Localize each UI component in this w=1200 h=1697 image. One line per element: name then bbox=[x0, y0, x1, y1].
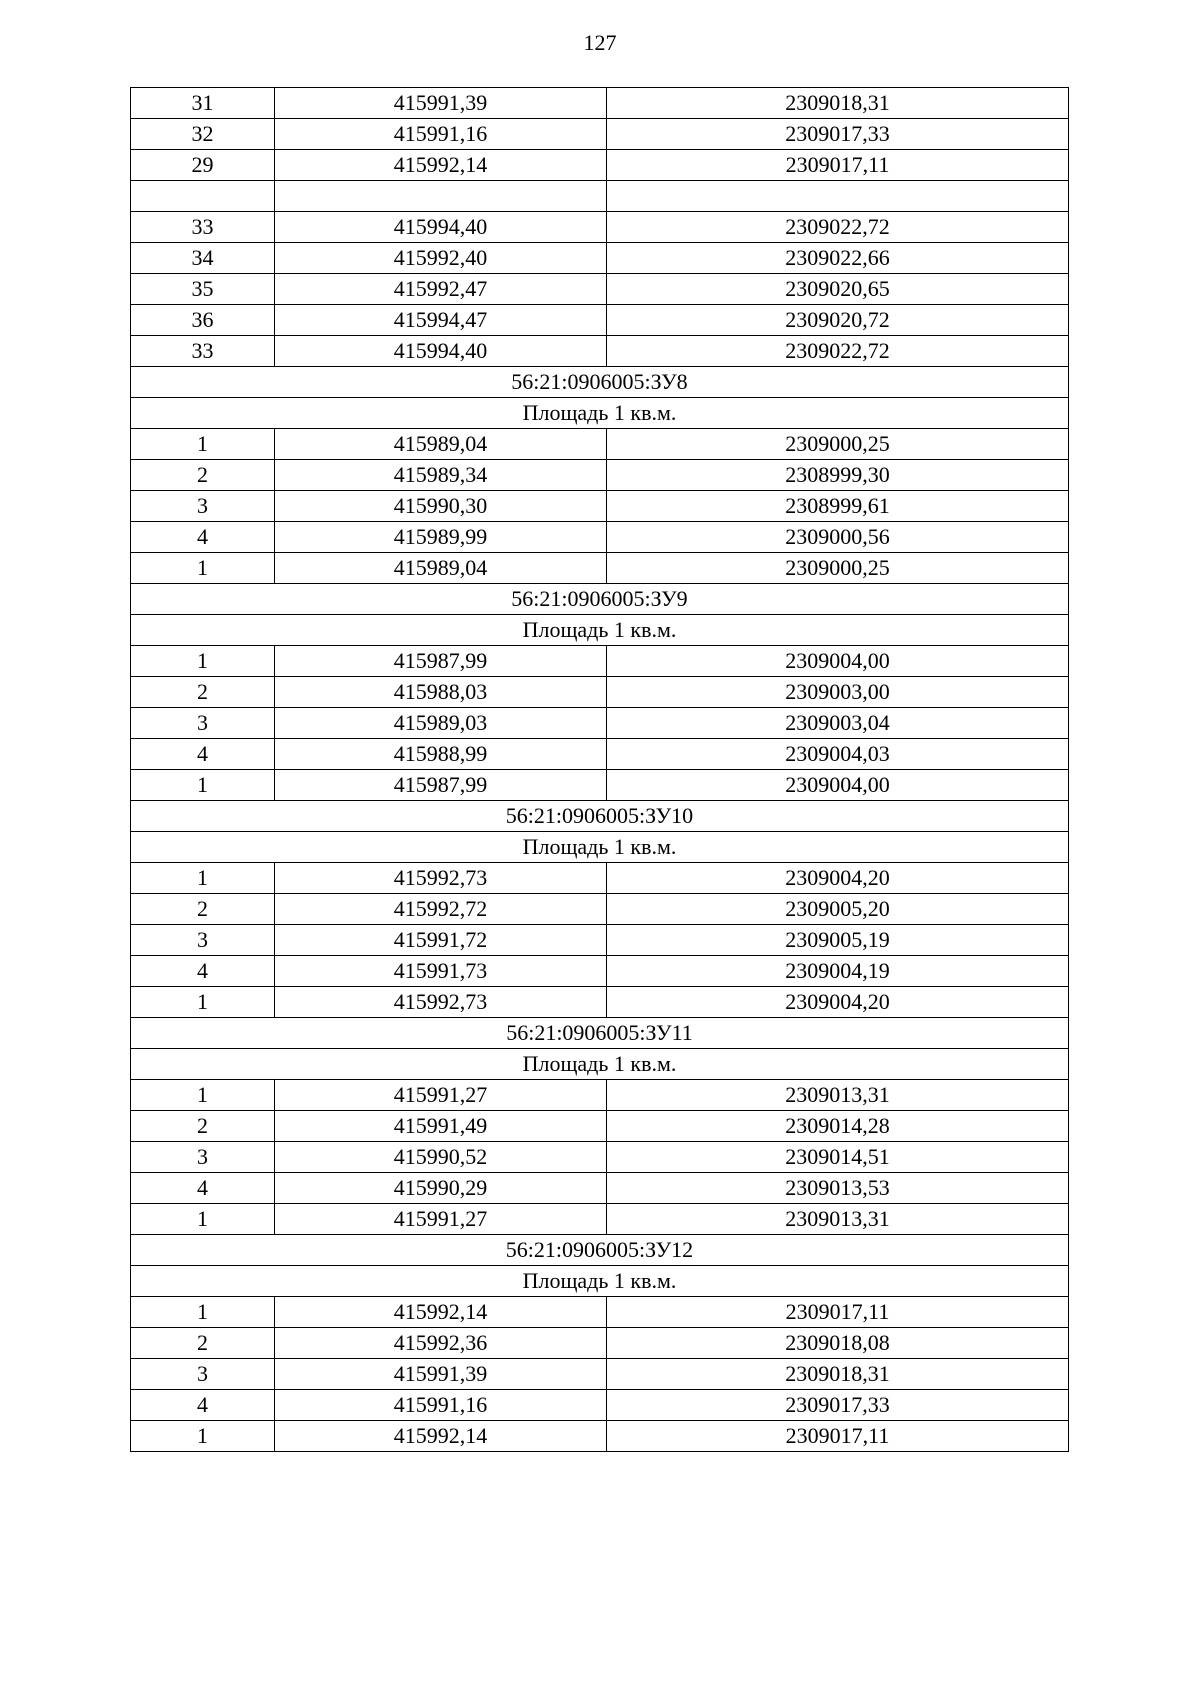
y-coordinate-cell: 2309013,31 bbox=[607, 1204, 1069, 1235]
y-coordinate-cell: 2309020,72 bbox=[607, 305, 1069, 336]
table-row bbox=[131, 1142, 1069, 1173]
point-number-cell: 2 bbox=[131, 894, 275, 925]
x-coordinate-cell: 415991,39 bbox=[275, 1359, 607, 1390]
x-coordinate-cell: 415989,34 bbox=[275, 460, 607, 491]
point-number-cell: 2 bbox=[131, 460, 275, 491]
point-number-cell: 2 bbox=[131, 1111, 275, 1142]
table-row bbox=[131, 460, 1069, 491]
x-coordinate-cell: 415988,03 bbox=[275, 677, 607, 708]
y-coordinate-cell: 2309018,31 bbox=[607, 88, 1069, 119]
table-row bbox=[131, 88, 1069, 119]
x-coordinate-cell: 415989,04 bbox=[275, 553, 607, 584]
point-number-cell: 1 bbox=[131, 1080, 275, 1111]
y-coordinate-cell: 2309004,19 bbox=[607, 956, 1069, 987]
y-coordinate-cell: 2309013,53 bbox=[607, 1173, 1069, 1204]
table-row bbox=[131, 646, 1069, 677]
x-coordinate-cell: 415992,47 bbox=[275, 274, 607, 305]
table-row bbox=[131, 708, 1069, 739]
y-coordinate-cell: 2309022,72 bbox=[607, 212, 1069, 243]
point-number-cell: 3 bbox=[131, 1142, 275, 1173]
table-row bbox=[131, 1421, 1069, 1452]
section-header-row bbox=[131, 801, 1069, 832]
table-row bbox=[131, 1390, 1069, 1421]
point-number-cell: 4 bbox=[131, 739, 275, 770]
point-number-cell: 29 bbox=[131, 150, 275, 181]
section-header-cell: Площадь 1 кв.м. bbox=[131, 1049, 1069, 1080]
table-row bbox=[131, 925, 1069, 956]
table-row bbox=[131, 1080, 1069, 1111]
table-row bbox=[131, 894, 1069, 925]
table-row bbox=[131, 491, 1069, 522]
page-number: 127 bbox=[583, 30, 617, 55]
y-coordinate-cell: 2309017,11 bbox=[607, 1421, 1069, 1452]
x-coordinate-cell: 415992,14 bbox=[275, 1297, 607, 1328]
x-coordinate-cell: 415989,04 bbox=[275, 429, 607, 460]
point-number-cell: 1 bbox=[131, 987, 275, 1018]
coordinates-table bbox=[130, 87, 1069, 1452]
table-row bbox=[131, 1204, 1069, 1235]
x-coordinate-cell bbox=[275, 181, 607, 212]
point-number-cell: 1 bbox=[131, 1421, 275, 1452]
x-coordinate-cell: 415991,27 bbox=[275, 1204, 607, 1235]
y-coordinate-cell: 2309017,33 bbox=[607, 119, 1069, 150]
x-coordinate-cell: 415990,52 bbox=[275, 1142, 607, 1173]
point-number-cell: 1 bbox=[131, 553, 275, 584]
y-coordinate-cell: 2309004,00 bbox=[607, 770, 1069, 801]
point-number-cell: 1 bbox=[131, 1204, 275, 1235]
point-number-cell: 1 bbox=[131, 863, 275, 894]
point-number-cell: 1 bbox=[131, 770, 275, 801]
x-coordinate-cell: 415994,40 bbox=[275, 336, 607, 367]
point-number-cell: 32 bbox=[131, 119, 275, 150]
table-row bbox=[131, 1328, 1069, 1359]
point-number-cell: 3 bbox=[131, 925, 275, 956]
section-header-row bbox=[131, 832, 1069, 863]
coordinates-table-body bbox=[131, 88, 1069, 1452]
x-coordinate-cell: 415987,99 bbox=[275, 646, 607, 677]
point-number-cell: 33 bbox=[131, 212, 275, 243]
y-coordinate-cell: 2309000,25 bbox=[607, 429, 1069, 460]
y-coordinate-cell: 2308999,30 bbox=[607, 460, 1069, 491]
y-coordinate-cell bbox=[607, 181, 1069, 212]
y-coordinate-cell: 2309022,72 bbox=[607, 336, 1069, 367]
point-number-cell bbox=[131, 181, 275, 212]
x-coordinate-cell: 415992,73 bbox=[275, 863, 607, 894]
point-number-cell: 33 bbox=[131, 336, 275, 367]
x-coordinate-cell: 415992,72 bbox=[275, 894, 607, 925]
y-coordinate-cell: 2309005,20 bbox=[607, 894, 1069, 925]
table-row bbox=[131, 336, 1069, 367]
point-number-cell: 4 bbox=[131, 956, 275, 987]
table-row bbox=[131, 1297, 1069, 1328]
section-header-cell: Площадь 1 кв.м. bbox=[131, 615, 1069, 646]
x-coordinate-cell: 415994,47 bbox=[275, 305, 607, 336]
point-number-cell: 3 bbox=[131, 491, 275, 522]
x-coordinate-cell: 415987,99 bbox=[275, 770, 607, 801]
y-coordinate-cell: 2309003,00 bbox=[607, 677, 1069, 708]
table-row bbox=[131, 150, 1069, 181]
x-coordinate-cell: 415988,99 bbox=[275, 739, 607, 770]
y-coordinate-cell: 2309000,25 bbox=[607, 553, 1069, 584]
table-row bbox=[131, 274, 1069, 305]
point-number-cell: 3 bbox=[131, 1359, 275, 1390]
section-header-row bbox=[131, 1018, 1069, 1049]
x-coordinate-cell: 415992,14 bbox=[275, 1421, 607, 1452]
x-coordinate-cell: 415994,40 bbox=[275, 212, 607, 243]
table-row bbox=[131, 553, 1069, 584]
y-coordinate-cell: 2309004,03 bbox=[607, 739, 1069, 770]
x-coordinate-cell: 415990,30 bbox=[275, 491, 607, 522]
section-header-cell: Площадь 1 кв.м. bbox=[131, 1266, 1069, 1297]
table-row bbox=[131, 770, 1069, 801]
table-row bbox=[131, 956, 1069, 987]
point-number-cell: 4 bbox=[131, 522, 275, 553]
y-coordinate-cell: 2309013,31 bbox=[607, 1080, 1069, 1111]
table-row bbox=[131, 119, 1069, 150]
y-coordinate-cell: 2309018,08 bbox=[607, 1328, 1069, 1359]
table-row bbox=[131, 522, 1069, 553]
y-coordinate-cell: 2309004,20 bbox=[607, 863, 1069, 894]
section-header-row bbox=[131, 367, 1069, 398]
table-row bbox=[131, 429, 1069, 460]
y-coordinate-cell: 2309017,11 bbox=[607, 150, 1069, 181]
x-coordinate-cell: 415991,49 bbox=[275, 1111, 607, 1142]
x-coordinate-cell: 415992,40 bbox=[275, 243, 607, 274]
x-coordinate-cell: 415992,36 bbox=[275, 1328, 607, 1359]
y-coordinate-cell: 2309005,19 bbox=[607, 925, 1069, 956]
point-number-cell: 3 bbox=[131, 708, 275, 739]
section-header-cell: 56:21:0906005:ЗУ12 bbox=[131, 1235, 1069, 1266]
y-coordinate-cell: 2309022,66 bbox=[607, 243, 1069, 274]
y-coordinate-cell: 2309004,00 bbox=[607, 646, 1069, 677]
point-number-cell: 4 bbox=[131, 1390, 275, 1421]
x-coordinate-cell: 415990,29 bbox=[275, 1173, 607, 1204]
y-coordinate-cell: 2309003,04 bbox=[607, 708, 1069, 739]
table-row bbox=[131, 212, 1069, 243]
section-header-cell: 56:21:0906005:ЗУ8 bbox=[131, 367, 1069, 398]
section-header-cell: Площадь 1 кв.м. bbox=[131, 832, 1069, 863]
y-coordinate-cell: 2308999,61 bbox=[607, 491, 1069, 522]
table-row bbox=[131, 181, 1069, 212]
y-coordinate-cell: 2309000,56 bbox=[607, 522, 1069, 553]
x-coordinate-cell: 415989,99 bbox=[275, 522, 607, 553]
point-number-cell: 2 bbox=[131, 1328, 275, 1359]
section-header-cell: Площадь 1 кв.м. bbox=[131, 398, 1069, 429]
point-number-cell: 31 bbox=[131, 88, 275, 119]
section-header-cell: 56:21:0906005:ЗУ10 bbox=[131, 801, 1069, 832]
x-coordinate-cell: 415989,03 bbox=[275, 708, 607, 739]
section-header-row bbox=[131, 1266, 1069, 1297]
point-number-cell: 1 bbox=[131, 1297, 275, 1328]
point-number-cell: 4 bbox=[131, 1173, 275, 1204]
x-coordinate-cell: 415991,16 bbox=[275, 119, 607, 150]
section-header-row bbox=[131, 398, 1069, 429]
table-row bbox=[131, 863, 1069, 894]
section-header-cell: 56:21:0906005:ЗУ9 bbox=[131, 584, 1069, 615]
point-number-cell: 2 bbox=[131, 677, 275, 708]
x-coordinate-cell: 415992,14 bbox=[275, 150, 607, 181]
section-header-cell: 56:21:0906005:ЗУ11 bbox=[131, 1018, 1069, 1049]
section-header-row bbox=[131, 1235, 1069, 1266]
point-number-cell: 35 bbox=[131, 274, 275, 305]
x-coordinate-cell: 415991,27 bbox=[275, 1080, 607, 1111]
x-coordinate-cell: 415991,16 bbox=[275, 1390, 607, 1421]
point-number-cell: 36 bbox=[131, 305, 275, 336]
table-row bbox=[131, 243, 1069, 274]
y-coordinate-cell: 2309017,11 bbox=[607, 1297, 1069, 1328]
x-coordinate-cell: 415991,72 bbox=[275, 925, 607, 956]
y-coordinate-cell: 2309014,28 bbox=[607, 1111, 1069, 1142]
y-coordinate-cell: 2309004,20 bbox=[607, 987, 1069, 1018]
y-coordinate-cell: 2309014,51 bbox=[607, 1142, 1069, 1173]
table-row bbox=[131, 677, 1069, 708]
y-coordinate-cell: 2309017,33 bbox=[607, 1390, 1069, 1421]
point-number-cell: 1 bbox=[131, 429, 275, 460]
point-number-cell: 34 bbox=[131, 243, 275, 274]
x-coordinate-cell: 415991,73 bbox=[275, 956, 607, 987]
table-row bbox=[131, 1359, 1069, 1390]
table-row bbox=[131, 305, 1069, 336]
table-row bbox=[131, 739, 1069, 770]
section-header-row bbox=[131, 584, 1069, 615]
section-header-row bbox=[131, 1049, 1069, 1080]
x-coordinate-cell: 415992,73 bbox=[275, 987, 607, 1018]
y-coordinate-cell: 2309020,65 bbox=[607, 274, 1069, 305]
table-row bbox=[131, 987, 1069, 1018]
table-row bbox=[131, 1111, 1069, 1142]
y-coordinate-cell: 2309018,31 bbox=[607, 1359, 1069, 1390]
x-coordinate-cell: 415991,39 bbox=[275, 88, 607, 119]
table-row bbox=[131, 1173, 1069, 1204]
section-header-row bbox=[131, 615, 1069, 646]
point-number-cell: 1 bbox=[131, 646, 275, 677]
